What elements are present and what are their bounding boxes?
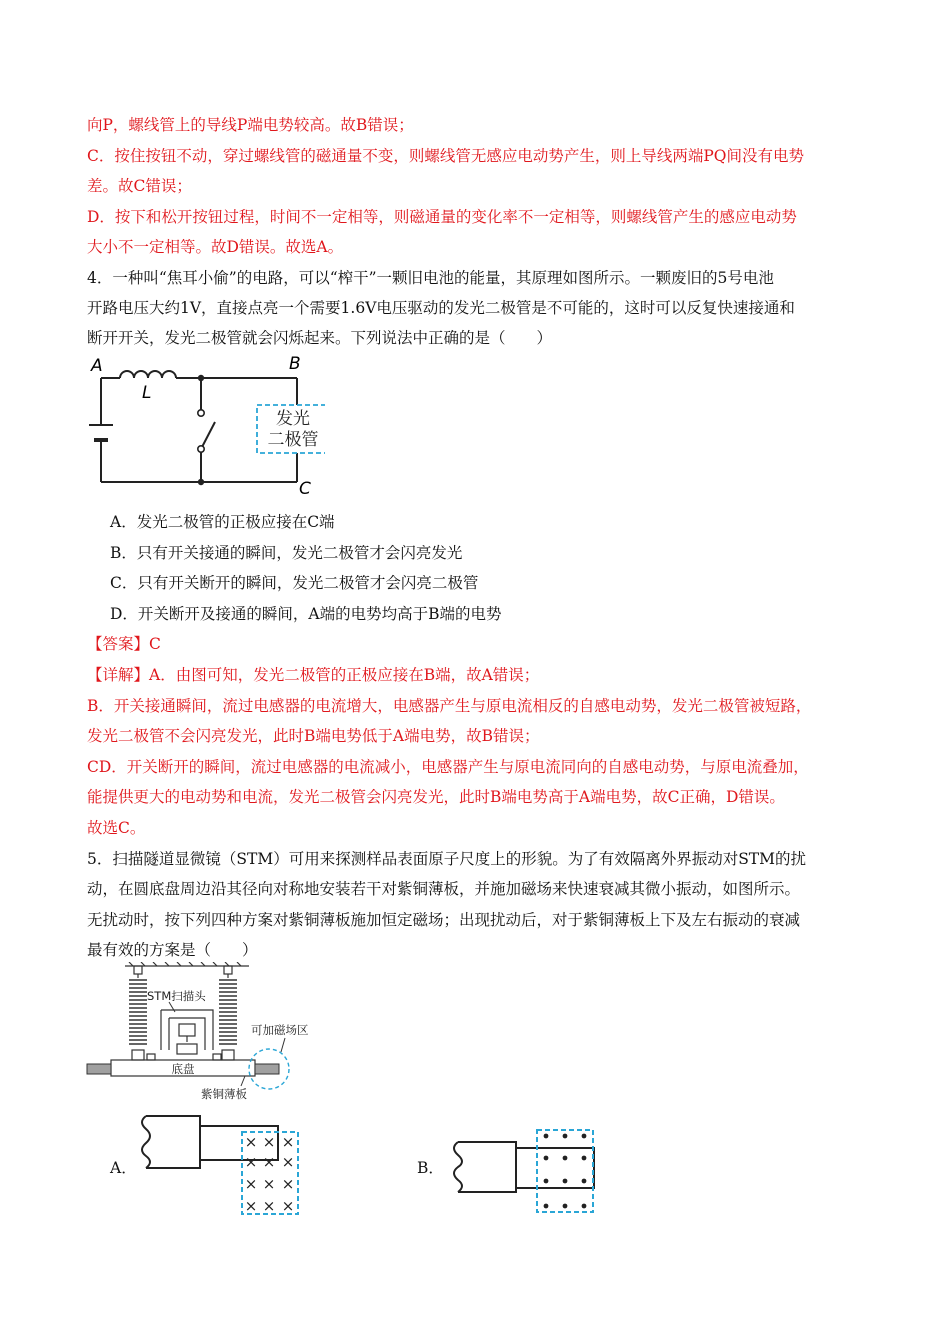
- stm-head-label: STM扫描头: [147, 989, 206, 1003]
- q5-stem-line-2: 动，在圆底盘周边沿其径向对称地安装若干对紫铜薄板，并施加磁场来快速衰减其微小振动，如图所示。: [87, 880, 801, 898]
- q4-answer: 【答案】C: [87, 635, 161, 653]
- led-label-line-2: 二极管: [267, 430, 319, 450]
- field-zone-label: 可加磁场区: [251, 1023, 309, 1037]
- prev-explanation-line-3: 差。故C错误；: [87, 177, 192, 195]
- field-out-of-page-dot: [544, 1204, 549, 1209]
- field-into-page-mark: ×: [281, 1153, 295, 1171]
- field-out-of-page-dot: [544, 1134, 549, 1139]
- field-out-of-page-dot: [582, 1204, 587, 1209]
- base-label: 底盘: [171, 1062, 195, 1076]
- field-into-page-mark: ×: [281, 1133, 295, 1151]
- field-into-page-mark: ×: [244, 1175, 258, 1193]
- q5-option-b-figure: [448, 1126, 600, 1218]
- q4-detail-line-5: 能提供更大的电动势和电流，发光二极管会闪亮发光，此时B端电势高于A端电势，故C正确，D错误。: [87, 788, 785, 806]
- label-a: A: [91, 356, 103, 376]
- field-into-page-mark: ×: [244, 1133, 258, 1151]
- field-out-of-page-dot: [563, 1134, 568, 1139]
- q4-option-d: D．开关断开及接通的瞬间，A端的电势均高于B端的电势: [110, 605, 502, 623]
- field-out-of-page-dot: [563, 1156, 568, 1161]
- q4-option-c: C．只有开关断开的瞬间，发光二极管才会闪亮二极管: [110, 574, 479, 592]
- q4-detail-line-2: B．开关接通瞬间，流过电感器的电流增大，电感器产生与原电流相反的自感电动势，发光二极管被短路，: [87, 697, 812, 715]
- q4-detail-line-3: 发光二极管不会闪亮发光，此时B端电势低于A端电势，故B错误；: [87, 727, 540, 745]
- plate-label: 紫铜薄板: [201, 1087, 247, 1101]
- field-out-of-page-dot: [544, 1179, 549, 1184]
- field-into-page-mark: ×: [262, 1197, 276, 1215]
- prev-explanation-line-4: D．按下和松开按钮过程，时间不一定相等，则磁通量的变化率不一定相等，则螺线管产生的感应电动势: [87, 208, 797, 226]
- joule-thief-circuit-diagram: [85, 352, 325, 500]
- q4-detail-line-6: 故选C。: [87, 819, 146, 837]
- field-into-page-mark: ×: [262, 1175, 276, 1193]
- field-into-page-mark: ×: [281, 1197, 295, 1215]
- label-l: L: [142, 383, 152, 403]
- q4-option-b: B．只有开关接通的瞬间，发光二极管才会闪亮发光: [110, 544, 463, 562]
- field-out-of-page-dot: [582, 1134, 587, 1139]
- prev-explanation-line-1: 向P，螺线管上的导线P端电势较高。故B错误；: [87, 116, 414, 134]
- q4-stem-line-2: 开路电压大约1V，直接点亮一个需要1.6V电压驱动的发光二极管是不可能的，这时可以反复快速接通和: [87, 299, 795, 317]
- q4-detail-line-4: CD．开关断开的瞬间，流过电感器的电流减小，电感器产生与原电流同向的自感电动势，与原电流叠加，: [87, 758, 809, 776]
- prev-explanation-line-2: C．按住按钮不动，穿过螺线管的磁通量不变，则螺线管无感应电动势产生，则上导线两端PQ间没有电势: [87, 147, 804, 165]
- q4-stem-line-1: 4．一种叫“焦耳小偷”的电路，可以“榨干”一颗旧电池的能量，其原理如图所示。一颗废旧的5号电池: [87, 269, 774, 287]
- field-into-page-mark: ×: [262, 1153, 276, 1171]
- q5-stem-line-3: 无扰动时，按下列四种方案对紫铜薄板施加恒定磁场；出现扰动后，对于紫铜薄板上下及左右振动的衰减: [87, 911, 801, 929]
- field-into-page-mark: ×: [244, 1153, 258, 1171]
- field-out-of-page-dot: [582, 1179, 587, 1184]
- field-into-page-mark: ×: [281, 1175, 295, 1193]
- field-into-page-mark: ×: [262, 1133, 276, 1151]
- q5-option-a-label: A．: [110, 1159, 137, 1177]
- stm-apparatus-diagram: [85, 962, 325, 1107]
- field-into-page-mark: ×: [244, 1197, 258, 1215]
- q5-option-a-figure: [138, 1112, 302, 1218]
- q4-detail-line-1: 【详解】A．由图可知，发光二极管的正极应接在B端，故A错误；: [87, 666, 540, 684]
- q4-stem-line-3: 断开开关，发光二极管就会闪烁起来。下列说法中正确的是（ ）: [87, 329, 553, 347]
- field-out-of-page-dot: [563, 1204, 568, 1209]
- field-out-of-page-dot: [563, 1179, 568, 1184]
- q4-option-a: A．发光二极管的正极应接在C端: [110, 513, 335, 531]
- prev-explanation-line-5: 大小不一定相等。故D错误。故选A。: [87, 238, 344, 256]
- field-out-of-page-dot: [544, 1156, 549, 1161]
- label-b: B: [289, 354, 301, 374]
- q5-option-b-label: B．: [417, 1159, 444, 1177]
- q5-stem-line-1: 5．扫描隧道显微镜（STM）可用来探测样品表面原子尺度上的形貌。为了有效隔离外界振动对STM的扰: [87, 850, 807, 868]
- field-out-of-page-dot: [582, 1156, 587, 1161]
- led-label-line-1: 发光: [276, 409, 310, 429]
- q5-stem-line-4: 最有效的方案是（ ）: [87, 941, 258, 959]
- label-c: C: [299, 479, 311, 499]
